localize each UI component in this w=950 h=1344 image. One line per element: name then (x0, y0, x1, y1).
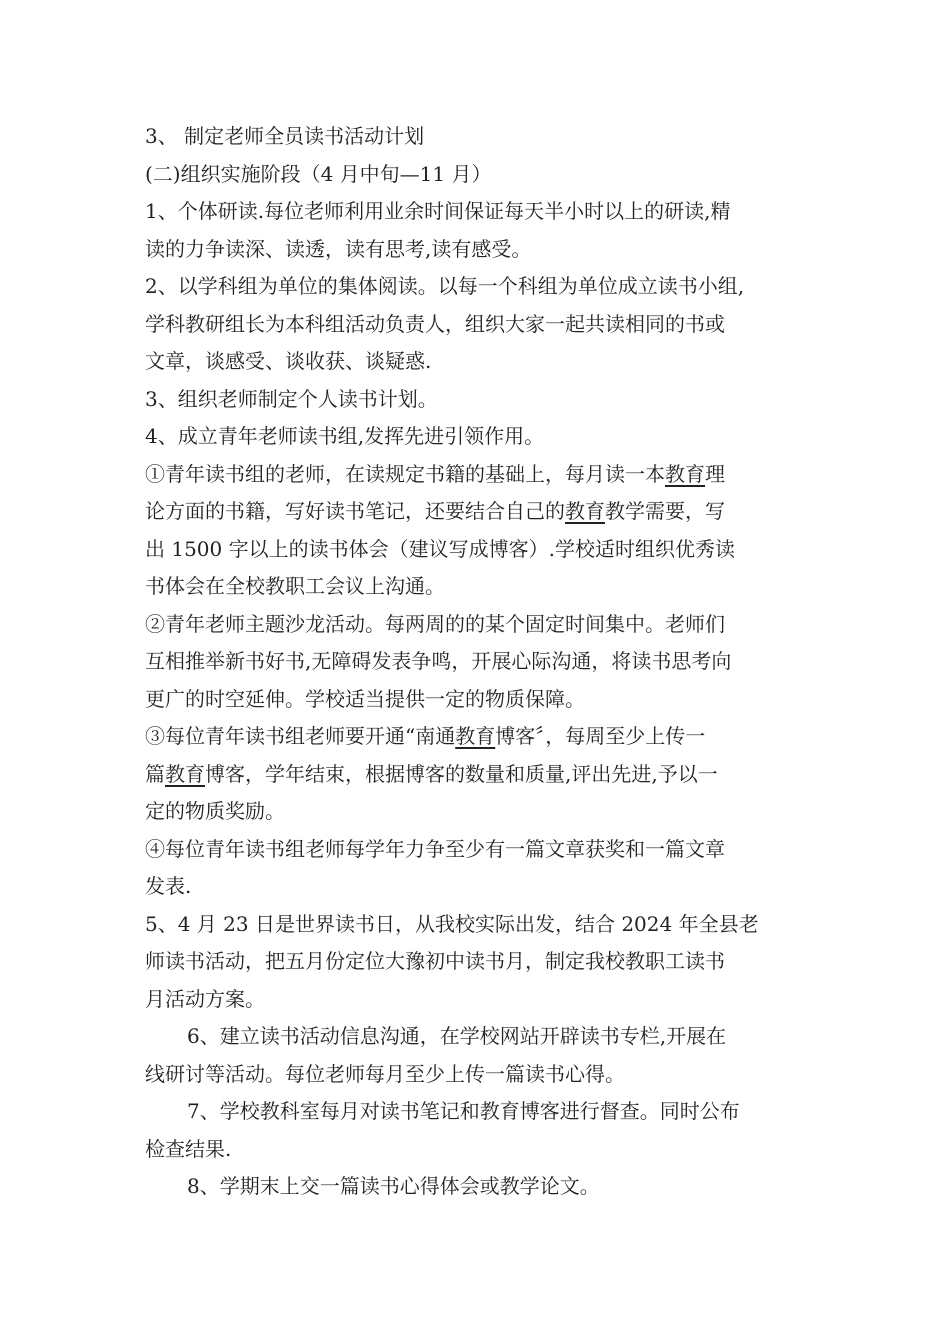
text-segment: ③每位青年读书组老师要开通“南通 (145, 724, 456, 748)
text-line: 发表. (145, 874, 192, 898)
education-link[interactable]: 教育 (455, 724, 496, 748)
text-line: 月活动方案。 (145, 986, 265, 1011)
text-line: 1、个体研读.每位老师利用业余时间保证每天半小时以上的研读,精 (145, 199, 731, 223)
text-line: 3、组织老师制定个人读书计划。 (145, 386, 438, 411)
text-segment: 博客，学年结束，根据博客的数量和质量,评出先进,予以一 (205, 761, 718, 786)
text-line: 3、 制定老师全员读书活动计划 (145, 124, 425, 148)
text-line: 互相推举新书好书,无障碍发表争鸣，开展心际沟通，将读书思考向 (145, 649, 732, 673)
text-line: 6、建立读书活动信息沟通，在学校网站开辟读书专栏,开展在 (187, 1024, 727, 1048)
text-line: 定的物质奖励。 (145, 799, 285, 823)
text-line: 7、学校教科室每月对读书笔记和教育博客进行督查。同时公布 (187, 1099, 740, 1123)
text-line: ②青年老师主题沙龙活动。每两周的的某个固定时间集中。老师们 (145, 611, 725, 636)
text-line (145, 456, 825, 494)
text-line: 师读书活动，把五月份定位大豫初中读书月，制定我校教职工读书 (145, 949, 725, 973)
text-line: 出 1500 字以上的读书体会（建议写成博客）.学校适时组织优秀读 (145, 536, 735, 561)
education-link[interactable]: 教育 (565, 499, 605, 523)
text-segment: 论方面的书籍，写好读书笔记，还要结合自己的 (145, 499, 565, 523)
text-line (145, 718, 825, 756)
text-line: ④每位青年读书组老师每学年力争至少有一篇文章获奖和一篇文章 (145, 836, 725, 861)
text-line: 4、成立青年老师读书组,发挥先进引领作用。 (145, 424, 545, 448)
text-line: 线研讨等活动。每位老师每月至少上传一篇读书心得。 (145, 1061, 625, 1086)
text-segment: 理 (705, 461, 725, 486)
section-heading: (二)组织实施阶段（4 月中旬—11 月） (145, 161, 492, 186)
text-line: 文章，谈感受、谈收获、谈疑惑. (145, 349, 432, 373)
text-line (145, 756, 825, 794)
text-segment: ①青年读书组的老师，在读规定书籍的基础上，每月读一本 (145, 461, 665, 486)
document-body (145, 118, 825, 1206)
text-line: 2、以学科组为单位的集体阅读。以每一个科组为单位成立读书小组, (145, 274, 745, 298)
text-line: 读的力争读深、读透，读有思考,读有感受。 (145, 236, 532, 261)
education-link[interactable]: 教育 (665, 461, 705, 486)
education-link[interactable]: 教育 (165, 761, 205, 786)
text-line: 5、4 月 23 日是世界读书日，从我校实际出发，结合 2024 年全县老 (145, 911, 759, 936)
text-line: 8、学期末上交一篇读书心得体会或教学论文。 (187, 1174, 600, 1198)
text-line: 书体会在全校教职工会议上沟通。 (145, 574, 445, 598)
text-segment: 博客〞，每周至少上传一 (495, 724, 706, 748)
text-line: 学科教研组长为本科组活动负责人，组织大家一起共读相同的书或 (145, 311, 725, 336)
text-segment: 篇 (145, 761, 165, 786)
text-line (145, 493, 825, 531)
text-line: 检查结果. (145, 1136, 232, 1161)
text-segment: 教学需要，写 (605, 499, 725, 523)
text-line: 更广的时空延伸。学校适当提供一定的物质保障。 (145, 686, 585, 711)
